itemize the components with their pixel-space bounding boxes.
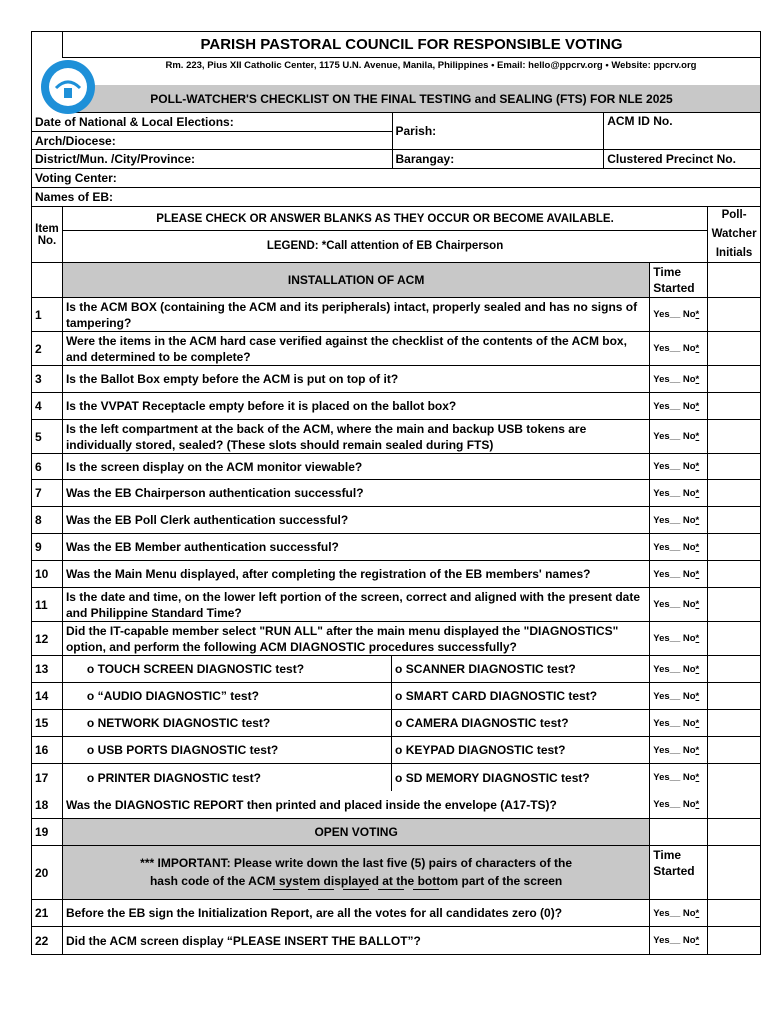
yes-no-check[interactable]: Yes__ No * [650, 561, 708, 587]
initials-cell[interactable] [708, 900, 760, 926]
yes-no-check[interactable]: Yes__ No * [650, 710, 708, 736]
initials-cell[interactable] [708, 393, 760, 419]
table-row [32, 737, 760, 764]
diagnostic-test-b: o SCANNER DIAGNOSTIC test? [392, 656, 650, 682]
parish-field[interactable]: Parish: [393, 113, 604, 150]
yes-no-check[interactable]: Yes__ No * [650, 393, 708, 419]
diagnostic-test-b: o CAMERA DIAGNOSTIC test? [392, 710, 650, 736]
table-row [32, 561, 760, 588]
question-text: Were the items in the ACM hard case verified against the checklist of the contents of the ACM box, and determined to be complete? [63, 332, 650, 365]
item-number: 3 [32, 366, 63, 392]
table-row [32, 534, 760, 561]
table-row [32, 393, 760, 420]
item-number: 6 [32, 454, 63, 479]
initials-cell[interactable] [708, 480, 760, 506]
yes-no-check[interactable]: Yes__ No * [650, 900, 708, 926]
table-row [32, 622, 760, 656]
yes-no-check[interactable]: Yes__ No * [650, 791, 708, 818]
table-row [32, 298, 760, 332]
yes-no-check[interactable]: Yes__ No * [650, 332, 708, 365]
initials-cell[interactable] [708, 420, 760, 453]
hash-blanks[interactable] [273, 889, 439, 890]
item-number: 8 [32, 507, 63, 533]
section-open-voting: 19 OPEN VOTING [32, 819, 760, 846]
table-row [32, 454, 760, 480]
district-field[interactable]: District/Mun. /City/Province: [35, 152, 196, 166]
initials-cell[interactable] [708, 298, 760, 331]
initials-cell[interactable] [708, 737, 760, 763]
acm-id-field[interactable]: ACM ID No. [604, 113, 760, 150]
initials-cell[interactable] [708, 588, 760, 621]
question-text: Was the EB Member authentication successful? [63, 534, 650, 560]
open-voting-title: OPEN VOTING [63, 819, 650, 845]
initials-cell[interactable] [708, 927, 760, 954]
question-text: Is the screen display on the ACM monitor viewable? [63, 454, 650, 479]
item-number: 16 [32, 737, 63, 763]
diagnostic-test-b: o KEYPAD DIAGNOSTIC test? [392, 737, 650, 763]
arch-field[interactable]: Arch/Diocese: [32, 132, 392, 150]
checklist-form [31, 31, 761, 955]
item-number: 4 [32, 393, 63, 419]
form-title: PARISH PASTORAL COUNCIL FOR RESPONSIBLE VOTING [62, 32, 760, 58]
table-row [32, 507, 760, 534]
question-text: Was the EB Poll Clerk authentication successful? [63, 507, 650, 533]
table-row [32, 683, 760, 710]
yes-no-check[interactable]: Yes__ No * [650, 656, 708, 682]
table-row [32, 332, 760, 366]
yes-no-check[interactable]: Yes__ No * [650, 737, 708, 763]
item-number: 7 [32, 480, 63, 506]
initials-cell[interactable] [708, 764, 760, 791]
initials-cell[interactable] [708, 332, 760, 365]
table-row [32, 764, 760, 791]
question-text: Is the ACM BOX (containing the ACM and its peripherals) intact, properly sealed and has no signs of tampering? [63, 298, 650, 331]
form-subtitle: POLL-WATCHER'S CHECKLIST ON THE FINAL TESTING and SEALING (FTS) FOR NLE 2025 [63, 85, 760, 112]
question-text: Is the date and time, on the lower left portion of the screen, correct and aligned with the present date and Philippine Standard Time? [63, 588, 650, 621]
table-row [32, 366, 760, 393]
initials-cell[interactable] [708, 534, 760, 560]
initials-cell[interactable] [708, 507, 760, 533]
ppcrv-logo-icon [34, 58, 102, 116]
item-number: 12 [32, 622, 63, 655]
question-text: Was the Main Menu displayed, after completing the registration of the EB members' names? [63, 561, 650, 587]
item-number: 9 [32, 534, 63, 560]
table-row [32, 656, 760, 683]
section-installation [32, 263, 760, 298]
initials-cell[interactable] [708, 561, 760, 587]
yes-no-check[interactable]: Yes__ No * [650, 480, 708, 506]
diagnostic-test-a: o TOUCH SCREEN DIAGNOSTIC test? [63, 656, 392, 682]
yes-no-check[interactable]: Yes__ No * [650, 534, 708, 560]
table-row: 21 Before the EB sign the Initialization Report, are all the votes for all candidates zero (0)? Yes__ No * [32, 900, 760, 927]
yes-no-check[interactable]: Yes__ No * [650, 420, 708, 453]
table-row: 18 Was the DIAGNOSTIC REPORT then printed and placed inside the envelope (A17-TS)? Yes__ No * [32, 791, 760, 819]
item-number: 2 [32, 332, 63, 365]
item-number: 15 [32, 710, 63, 736]
yes-no-check[interactable]: Yes__ No * [650, 507, 708, 533]
section-installation-title: INSTALLATION OF ACM [63, 263, 650, 297]
initials-cell[interactable] [708, 622, 760, 655]
diagnostic-test-b: o SMART CARD DIAGNOSTIC test? [392, 683, 650, 709]
question-text: Is the VVPAT Receptacle empty before it is placed on the ballot box? [63, 393, 650, 419]
org-address: Rm. 223, Pius XII Catholic Center, 1175 U.N. Avenue, Manila, Philippines • Email: hello@ppcrv.org • Website: ppcrv.org [165, 60, 697, 71]
item-number: 11 [32, 588, 63, 621]
yes-no-check[interactable]: Yes__ No * [650, 588, 708, 621]
item-number: 13 [32, 656, 63, 682]
legend-text: LEGEND: *Call attention of EB Chairperson [266, 240, 504, 252]
table-row: 20 *** IMPORTANT: Please write down the last five (5) pairs of characters of the hash code of the ACM system displayed at the bottom part of the screen Time Started [32, 846, 760, 900]
table-row [32, 420, 760, 454]
precinct-field[interactable]: Clustered Precinct No. [607, 152, 736, 166]
initials-cell[interactable] [708, 791, 760, 818]
info-block [32, 113, 760, 169]
yes-no-check[interactable]: Yes__ No * [650, 764, 708, 791]
instruction-text: PLEASE CHECK OR ANSWER BLANKS AS THEY OCCUR OR BECOME AVAILABLE. [63, 207, 707, 231]
form-header [32, 32, 760, 85]
initials-cell[interactable] [708, 656, 760, 682]
diagnostic-test-a: o PRINTER DIAGNOSTIC test? [63, 764, 392, 791]
form-subtitle-row [62, 85, 760, 113]
question-text: Was the EB Chairperson authentication successful? [63, 480, 650, 506]
yes-no-check[interactable]: Yes__ No * [650, 366, 708, 392]
item-number: 5 [32, 420, 63, 453]
initials-cell[interactable] [708, 710, 760, 736]
date-field[interactable]: Date of National & Local Elections: [32, 113, 392, 132]
initials-cell[interactable] [708, 366, 760, 392]
item-number: 14 [32, 683, 63, 709]
initials-header: Poll-Watcher Initials [711, 209, 757, 259]
diagnostic-test-a: o USB PORTS DIAGNOSTIC test? [63, 737, 392, 763]
yes-no-check[interactable]: Yes__ No * [650, 298, 708, 331]
diagnostic-test-b: o SD MEMORY DIAGNOSTIC test? [392, 764, 650, 791]
item-no-header: Item No. [32, 207, 63, 262]
eb-names-field[interactable]: Names of EB: [35, 190, 114, 204]
initials-cell[interactable] [708, 683, 760, 709]
question-text: Is the left compartment at the back of the ACM, where the main and backup USB tokens are individually stored, sealed? (These slots should remain sealed during FTS) [63, 420, 650, 453]
table-row [32, 588, 760, 622]
table-row [32, 710, 760, 737]
question-text: Did the IT-capable member select "RUN ALL" after the main menu displayed the "DIAGNOSTICS" option, and perform the following ACM DIAGNOSTIC procedures successfully? [63, 622, 650, 655]
yes-no-check[interactable]: Yes__ No * [650, 622, 708, 655]
table-row [32, 480, 760, 507]
yes-no-check[interactable]: Yes__ No * [650, 454, 708, 479]
barangay-field[interactable]: Barangay: [395, 152, 455, 166]
hash-code-instruction: *** IMPORTANT: Please write down the last five (5) pairs of characters of the hash code of the ACM system displayed at the bottom part of the screen [63, 846, 650, 899]
table-header [32, 207, 760, 263]
question-list [32, 298, 760, 791]
diagnostic-test-a: o NETWORK DIAGNOSTIC test? [63, 710, 392, 736]
time-started-header: Time Started [650, 263, 708, 297]
yes-no-check[interactable]: Yes__ No * [650, 927, 708, 954]
initials-cell[interactable] [708, 454, 760, 479]
diagnostic-test-a: o “AUDIO DIAGNOSTIC” test? [63, 683, 392, 709]
yes-no-check[interactable]: Yes__ No * [650, 683, 708, 709]
item-number: 17 [32, 764, 63, 791]
question-text: Is the Ballot Box empty before the ACM is put on top of it? [63, 366, 650, 392]
item-number: 1 [32, 298, 63, 331]
voting-center-field[interactable]: Voting Center: [35, 171, 117, 185]
table-row: 22 Did the ACM screen display “PLEASE INSERT THE BALLOT”? Yes__ No * [32, 927, 760, 954]
item-number: 10 [32, 561, 63, 587]
